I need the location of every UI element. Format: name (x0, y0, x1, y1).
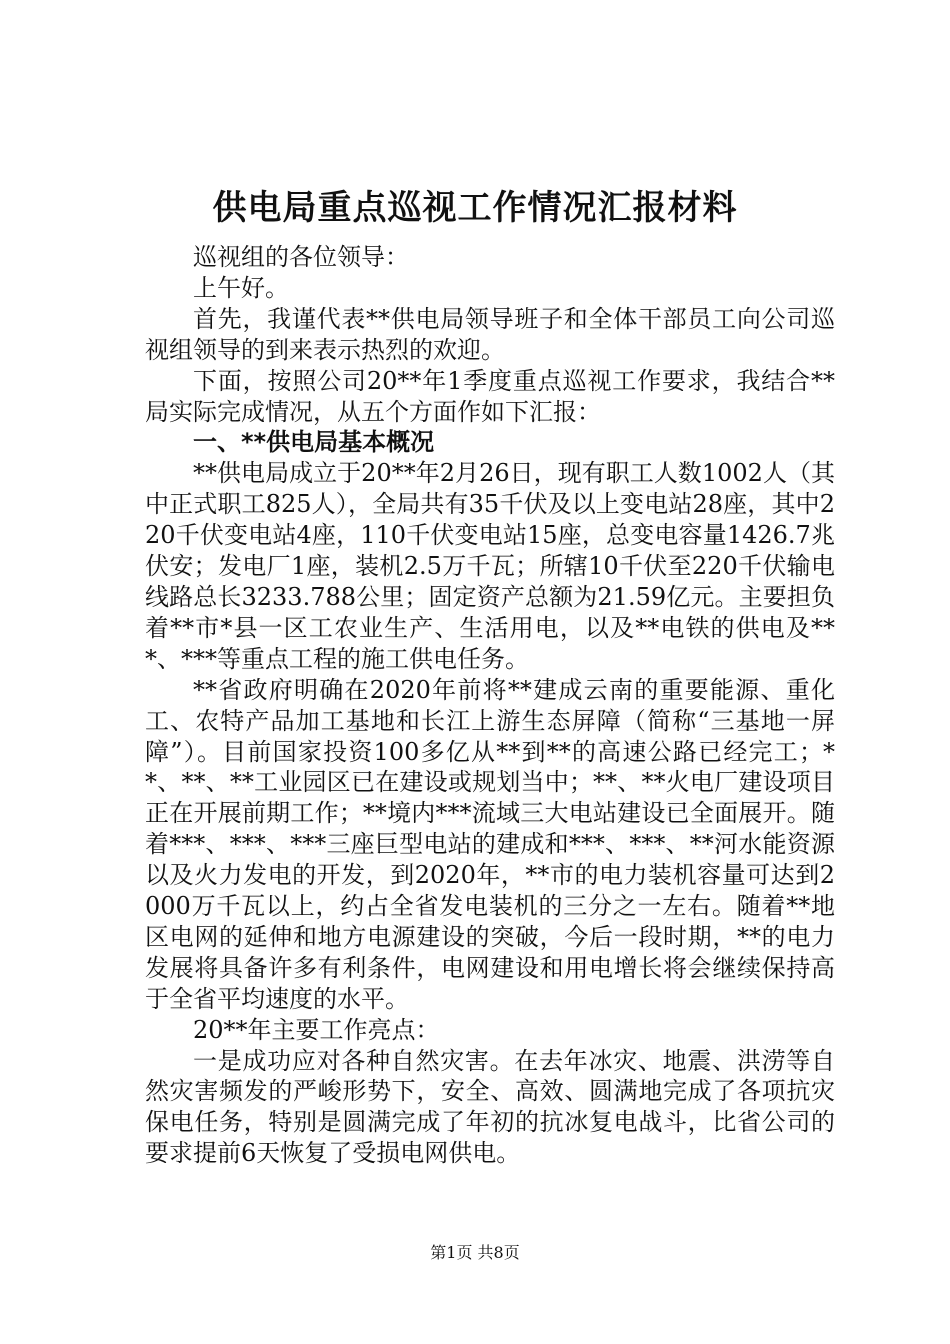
welcome-paragraph: 首先，我谨代表**供电局领导班子和全体干部员工向公司巡视组领导的到来表示热烈的欢迎。 (145, 304, 835, 364)
overview-paragraph: **供电局成立于20**年2月26日，现有职工人数1002人（其中正式职工825人），全局共有35千伏及以上变电站28座，其中220千伏变电站4座，110千伏变电站15座，总变电容量1426.7兆伏安；发电厂1座，装机2.5万千瓦；所辖10千伏至220千伏输电线路总长3233.788公里；固定资产总额为21.59亿元。主要担负着**市*县一区工农业生产、生活用电，以及**电铁的供电及***、***等重点工程的施工供电任务。 (145, 459, 835, 673)
document-title: 供电局重点巡视工作情况汇报材料 (212, 188, 738, 228)
intro-paragraph: 下面，按照公司20**年1季度重点巡视工作要求，我结合**局实际完成情况，从五个方面作如下汇报： (145, 366, 835, 426)
highlights-label: 20**年主要工作亮点： (193, 1015, 440, 1044)
greeting: 上午好。 (193, 273, 289, 302)
development-paragraph: **省政府明确在2020年前将**建成云南的重要能源、重化工、农特产品加工基地和长江上游生态屏障（简称“三基地一屏障”）。目前国家投资100多亿从**到**的高速公路已经完工；**、**、**工业园区已在建设或规划当中；**、**火电厂建设项目正在开展前期工作；**境内***流域三大电站建设已全面展开。随着***、***、***三座巨型电站的建成和***、***、**河水能资源以及火力发电的开发，到2020年，**市的电力装机容量可达到2000万千瓦以上，约占全省发电装机的三分之一左右。随着**地区电网的延伸和地方电源建设的突破，今后一段时期，**的电力发展将具备许多有利条件，电网建设和用电增长将会继续保持高于全省平均速度的水平。 (145, 675, 835, 1013)
section-heading-overview: 一、**供电局基本概况 (193, 428, 435, 457)
page-footer: 第1页 共8页 (430, 1243, 520, 1262)
highlight-paragraph-1: 一是成功应对各种自然灾害。在去年冰灾、地震、洪涝等自然灾害频发的严峻形势下，安全、高效、圆满地完成了各项抗灾保电任务，特别是圆满完成了年初的抗冰复电战斗，比省公司的要求提前6天恢复了受损电网供电。 (145, 1046, 835, 1168)
salutation: 巡视组的各位领导： (193, 243, 409, 271)
document-body (145, 242, 835, 1169)
